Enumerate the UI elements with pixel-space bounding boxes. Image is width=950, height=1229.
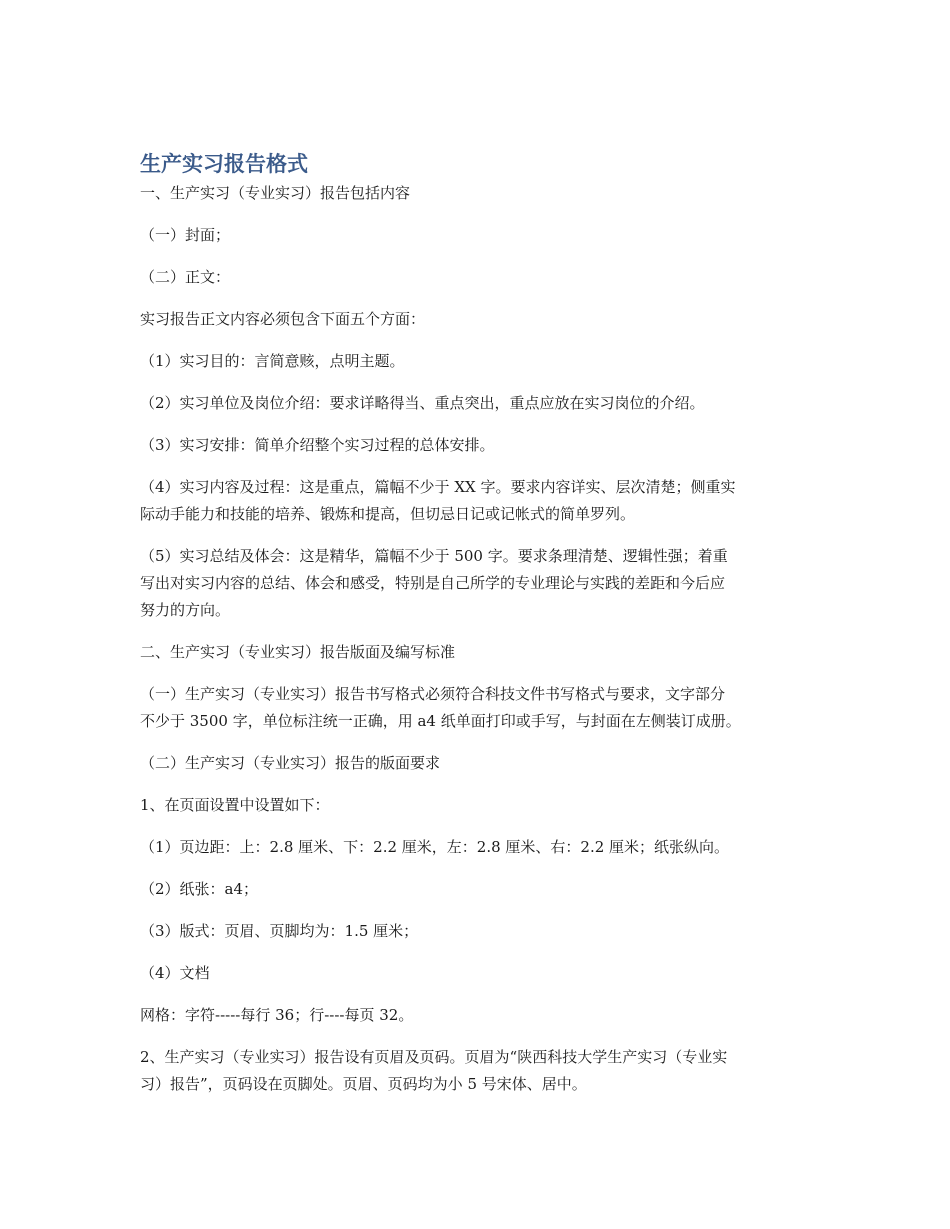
paragraph [140, 474, 812, 528]
paragraph-line: （一）生产实习（专业实习）报告书写格式必须符合科技文件书写格式与要求，文字部分 [140, 685, 726, 703]
paragraph [140, 960, 812, 987]
paragraph-line: 网格：字符-----每行 36；行----每页 32。 [140, 1006, 414, 1024]
paragraph-line: 习）报告”，页码设在页脚处。页眉、页码均为小 5 号宋体、居中。 [140, 1075, 587, 1093]
paragraph-line: 写出对实习内容的总结、体会和感受，特别是自己所学的专业理论与实践的差距和今后应 [140, 574, 726, 592]
paragraph-line: 二、生产实习（专业实习）报告版面及编写标准 [140, 643, 456, 661]
paragraph [140, 918, 812, 945]
paragraph [140, 792, 812, 819]
paragraph-line: （4）文档 [140, 964, 210, 982]
paragraph [140, 390, 812, 417]
paragraph-line: （2）纸张：a4； [140, 880, 259, 898]
paragraph-line: （1）页边距：上：2.8 厘米、下：2.2 厘米，左：2.8 厘米、右：2.2 厘米；纸张纵向。 [140, 838, 730, 856]
paragraph [140, 834, 812, 861]
paragraph-line: （一）封面； [140, 226, 231, 244]
paragraph [140, 180, 812, 207]
paragraph [140, 876, 812, 903]
paragraph-line: （4）实习内容及过程：这是重点，篇幅不少于 XX 字。要求内容详实、层次清楚；侧重实 [140, 478, 736, 496]
paragraph [140, 264, 812, 291]
document-title: 生产实习报告格式 [140, 152, 308, 176]
paragraph [140, 432, 812, 459]
paragraph-line: 实习报告正文内容必须包含下面五个方面： [140, 310, 426, 328]
paragraph-line: 2、生产实习（专业实习）报告设有页眉及页码。页眉为“陕西科技大学生产实习（专业实 [140, 1048, 728, 1066]
paragraph [140, 306, 812, 333]
paragraph [140, 348, 812, 375]
paragraph-line: （二）正文： [140, 268, 231, 286]
paragraph-line: （二）生产实习（专业实习）报告的版面要求 [140, 754, 441, 772]
paragraph [140, 639, 812, 666]
paragraph-line: 一、生产实习（专业实习）报告包括内容 [140, 184, 411, 202]
paragraph [140, 1002, 812, 1029]
paragraph [140, 1044, 812, 1098]
paragraph [140, 681, 812, 735]
paragraph-line: （5）实习总结及体会：这是精华，篇幅不少于 500 字。要求条理清楚、逻辑性强；着重 [140, 547, 728, 565]
paragraph-line: 不少于 3500 字，单位标注统一正确，用 a4 纸单面打印或手写，与封面在左侧装订成册。 [140, 712, 741, 730]
paragraph-line: 努力的方向。 [140, 601, 231, 619]
paragraph-line: （2）实习单位及岗位介绍：要求详略得当、重点突出，重点应放在实习岗位的介绍。 [140, 394, 705, 412]
document-page [140, 148, 812, 1098]
paragraph [140, 543, 812, 624]
paragraph-line: 1、在页面设置中设置如下： [140, 796, 330, 814]
paragraph-line: （1）实习目的：言简意赅，点明主题。 [140, 352, 405, 370]
paragraph [140, 750, 812, 777]
paragraph-line: （3）版式：页眉、页脚均为：1.5 厘米； [140, 922, 419, 940]
paragraph-line: （3）实习安排：简单介绍整个实习过程的总体安排。 [140, 436, 495, 454]
paragraph-line: 际动手能力和技能的培养、锻炼和提高，但切忌日记或记帐式的简单罗列。 [140, 505, 636, 523]
paragraph [140, 222, 812, 249]
